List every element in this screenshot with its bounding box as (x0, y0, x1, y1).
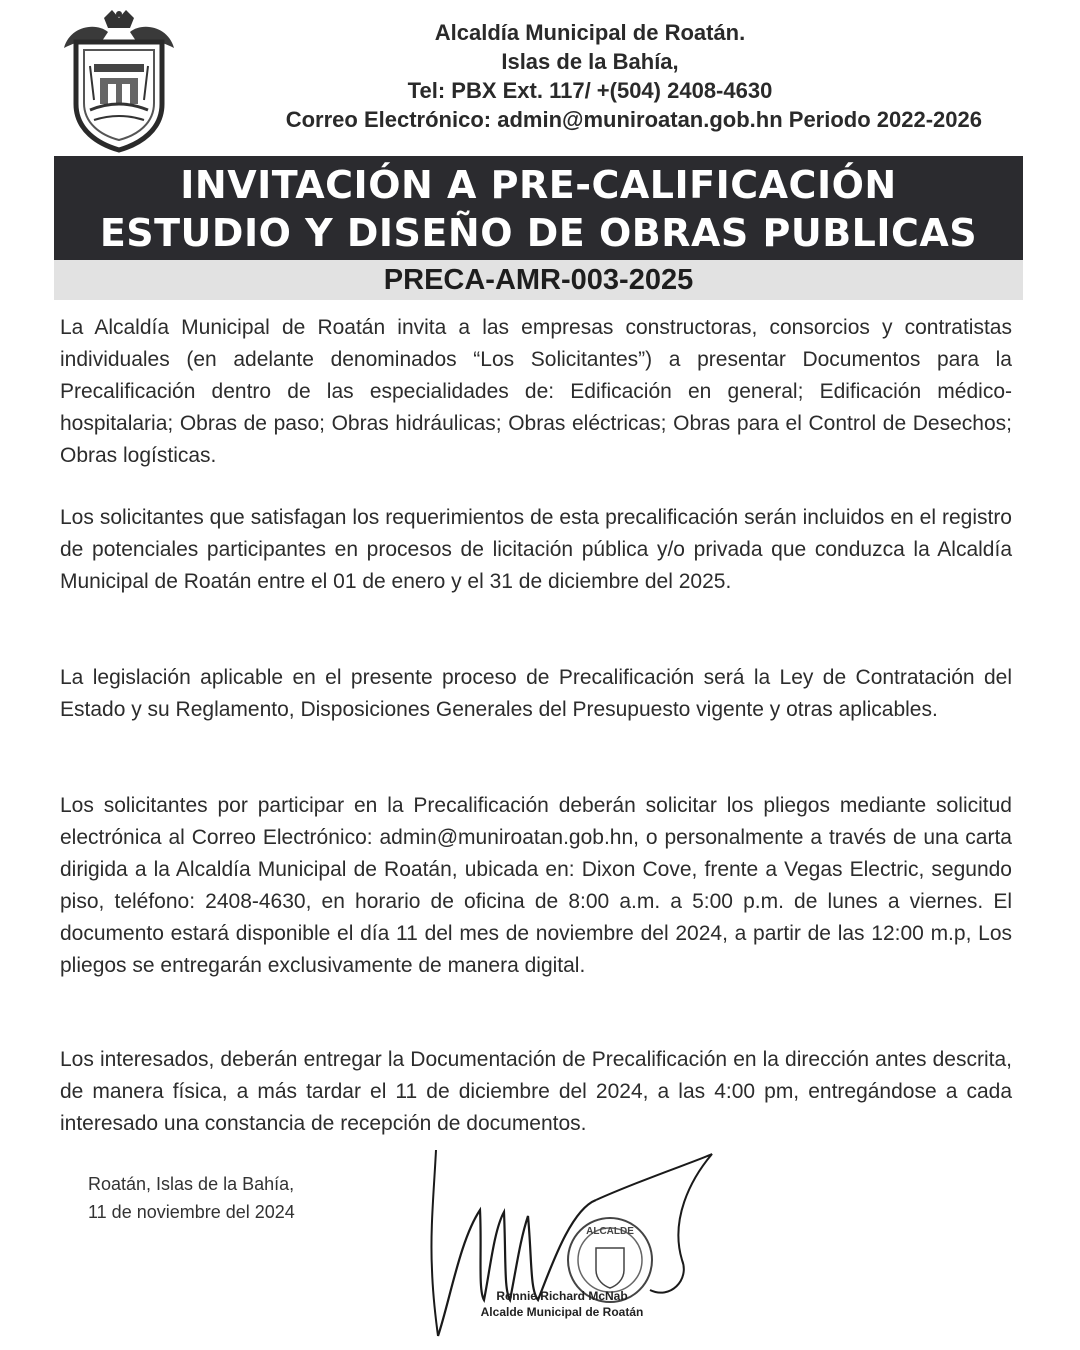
signer-block (442, 1288, 682, 1320)
paragraph-invitation: La Alcaldía Municipal de Roatán invita a las empresas constructoras, consorcios y contratistas individuales (en adelante denominados “Los Solicitantes”) a presentar Documentos para la Precalificación dentro de las especialidades de: Edificación en general; Edificación médico-hospitalaria; Obras de paso; Obras hidráulicas; Obras eléctricas; Obras para el Control de Desechos; Obras logísticas. (60, 316, 1012, 467)
paragraph-delivery: Los interesados, deberán entregar la Documentación de Precalificación en la dirección antes descrita, de manera física, a más tardar el 11 de diciembre del 2024, a las 4:00 pm, entregándose a cada interesado una constancia de recepción de documentos. (60, 1048, 1012, 1135)
reference-bar (54, 260, 1023, 300)
phone-line: Tel: PBX Ext. 117/ +(504) 2408-4630 (407, 78, 773, 103)
letterhead (190, 18, 990, 134)
reference-code: PRECA-AMR-003-2025 (383, 264, 694, 296)
paragraph-legislation: La legislación aplicable en el presente proceso de Precalificación será la Ley de Contratación del Estado y su Reglamento, Disposiciones Generales del Presupuesto vigente y otras aplicables. (60, 666, 1012, 721)
title-line-2: ESTUDIO Y DISEÑO DE OBRAS PUBLICAS (99, 211, 978, 255)
date-line: 11 de noviembre del 2024 (88, 1202, 295, 1222)
stamp-text: ALCALDE (586, 1226, 634, 1237)
paragraph-registry: Los solicitantes que satisfagan los requerimientos de esta precalificación serán incluidos en el registro de potenciales participantes en procesos de licitación pública y/o privada que conduzca la Alcaldía Municipal de Roatán entre el 01 de enero y el 31 de diciembre del 2025. (60, 506, 1012, 593)
region-name: Islas de la Bahía, (501, 49, 679, 74)
municipal-seal-icon (60, 8, 178, 154)
title-line-1: INVITACIÓN A PRE-CALIFICACIÓN (180, 163, 897, 207)
place-line: Roatán, Islas de la Bahía, (88, 1174, 295, 1194)
signer-name: Ronnie Richard McNab (496, 1289, 628, 1303)
email-period-line: Correo Electrónico: admin@muniroatan.gob.hn Periodo 2022-2026 (285, 107, 982, 132)
paragraph-request-documents: Los solicitantes por participar en la Precalificación deberán solicitar los pliegos mediante solicitud electrónica al Correo Electrónico: admin@muniroatan.gob.hn, o personalmente a través de una carta dirigida a la Alcaldía Municipal de Roatán, ubicada en: Dixon Cove, frente a Vegas Electric, segundo piso, teléfono: 2408-4630, en horario de oficina de 8:00 a.m. a 5:00 p.m. de lunes a viernes. El documento estará disponible el día 11 del mes de noviembre del 2024, a partir de las 12:00 m.p, Los pliegos se entregarán exclusivamente de manera digital. (60, 794, 1012, 977)
signer-title: Alcalde Municipal de Roatán (480, 1305, 644, 1319)
municipality-name: Alcaldía Municipal de Roatán. (434, 20, 746, 45)
place-date (88, 1170, 295, 1226)
title-band (54, 156, 1023, 260)
